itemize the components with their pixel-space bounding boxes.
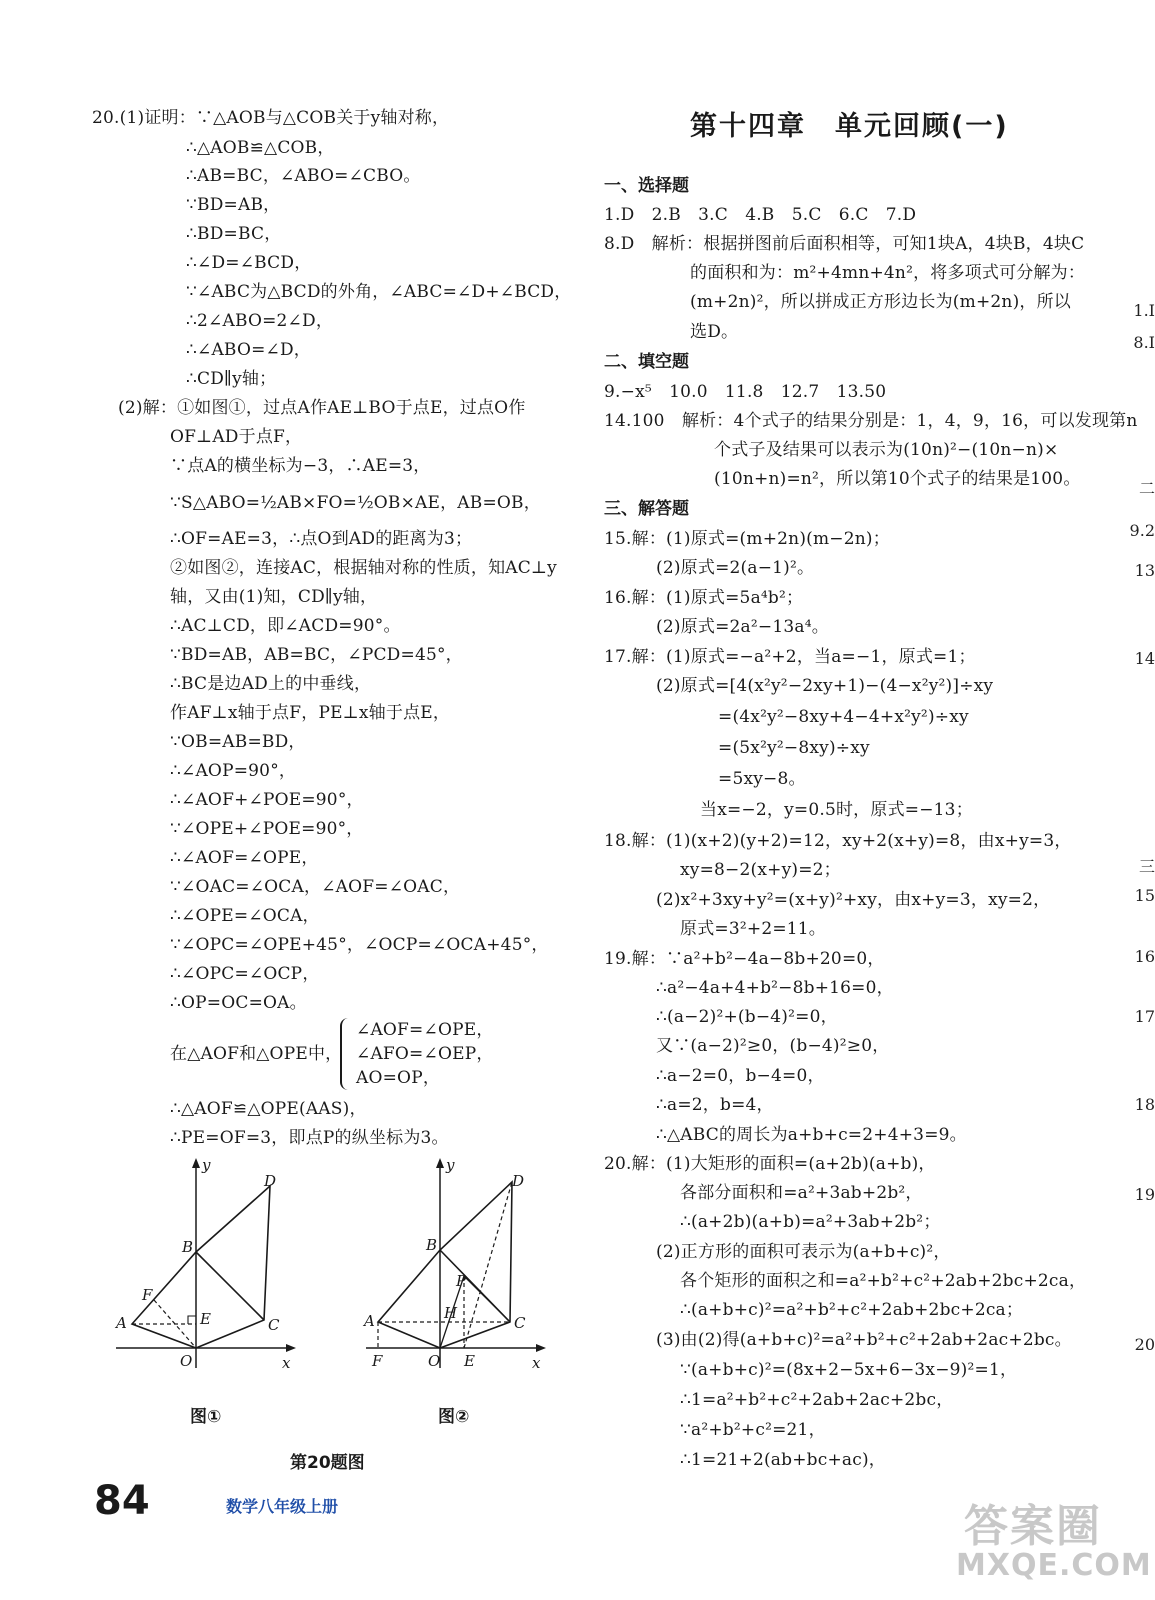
answer-line: (2)原式=2a²−13a⁴。 xyxy=(656,617,829,637)
answer-line: 8.D 解析：根据拼图前后面积相等，可知1块A，4块B，4块C xyxy=(604,234,1085,254)
chapter-title: 第十四章 单元回顾(一) xyxy=(690,111,1009,142)
answer-line: ∴∠AOF=∠OPE， xyxy=(170,848,319,868)
answer-line: (3)由(2)得(a+b+c)²=a²+b²+c²+2ab+2ac+2bc。 xyxy=(656,1330,1072,1350)
answer-line: ∴BD=BC， xyxy=(186,224,282,244)
fig2-point-h: H xyxy=(444,1304,458,1322)
answer-line: ∵OB=AB=BD， xyxy=(170,732,306,752)
answer-line: 的面积和为：m²+4mn+4n²，将多项式可分解为： xyxy=(690,263,1086,283)
answer-line: 18.解：(1)(x+2)(y+2)=12，xy+2(x+y)=8，由x+y=3， xyxy=(604,831,1072,851)
watermark-text: 答案圈 xyxy=(964,1501,1102,1552)
answer-line: ∴△AOB≌△COB， xyxy=(186,138,335,158)
fig1-x-label: x xyxy=(282,1354,291,1372)
system-line: ∠AOF=∠OPE， xyxy=(356,1020,494,1040)
answer-line: ∴a−2=0，b−4=0， xyxy=(656,1066,825,1086)
answer-line: 个式子及结果可以表示为(10n)²−(10n−n)× xyxy=(714,440,1059,460)
answer-line: ∴∠ABO=∠D， xyxy=(186,340,312,360)
answer-line: ∴AC⊥CD，即∠ACD=90°。 xyxy=(170,616,401,636)
answer-line: ∵∠OPC=∠OPE+45°，∠OCP=∠OCA+45°， xyxy=(170,935,549,955)
answer-line: xy=8−2(x+y)=2； xyxy=(680,860,841,880)
edge-text: 16 xyxy=(1134,947,1155,966)
answer-line: ∵BD=AB，AB=BC，∠PCD=45°， xyxy=(170,645,463,665)
answer-line: ∴∠OPE=∠OCA， xyxy=(170,906,320,926)
edge-text: 19 xyxy=(1134,1185,1155,1204)
answer-line: (10n+n)=n²，所以第10个式子的结果是100。 xyxy=(714,469,1081,489)
answer-line: 15.解：(1)原式=(m+2n)(m−2n)； xyxy=(604,529,890,549)
answer-line: ∴(a+b+c)²=a²+b²+c²+2ab+2bc+2ca； xyxy=(680,1300,1024,1320)
answer-line: 20.(1)证明：∵△AOB与△COB关于y轴对称， xyxy=(92,108,450,128)
answer-line: ∴CD∥y轴； xyxy=(186,369,277,389)
answer-line: 14.100 解析：4个式子的结果分别是：1，4，9，16，可以发现第n xyxy=(604,411,1138,431)
edge-text: 13 xyxy=(1134,561,1155,580)
figure-2-caption: 图② xyxy=(438,1407,470,1427)
answer-line: 轴，又由(1)知，CD∥y轴， xyxy=(170,587,378,607)
answer-line: (2)原式=[4(x²y²−2xy+1)−(4−x²y²)]÷xy xyxy=(656,676,994,696)
answer-line: ∴OP=OC=OA。 xyxy=(170,993,307,1013)
answer-line: 选D。 xyxy=(690,322,739,342)
answer-line: ∴∠D=∠BCD， xyxy=(186,253,312,273)
fig2-point-a: A xyxy=(364,1312,375,1330)
section-heading: 三、解答题 xyxy=(604,499,689,519)
answer-line: ∴△AOF≌△OPE(AAS)， xyxy=(170,1099,367,1119)
answer-line: ∵∠ABC为△BCD的外角，∠ABC=∠D+∠BCD， xyxy=(186,282,572,302)
fig2-x-label: x xyxy=(532,1354,541,1372)
answer-line: ∴∠OPC=∠OCP， xyxy=(170,964,320,984)
answer-line: ∴△ABC的周长为a+b+c=2+4+3=9。 xyxy=(656,1125,967,1145)
answer-line: (2)解：①如图①，过点A作AE⊥BO于点E，过点O作 xyxy=(118,398,526,418)
answer-line: 作AF⊥x轴于点F，PE⊥x轴于点E， xyxy=(170,703,451,723)
figure-1-caption: 图① xyxy=(190,1407,222,1427)
answer-line: ②如图②，连接AC，根据轴对称的性质，知AC⊥y xyxy=(170,558,557,578)
system-line: ∠AFO=∠OEP， xyxy=(356,1044,494,1064)
fig2-point-o: O xyxy=(428,1352,441,1370)
answer-line: 19.解：∵a²+b²−4a−8b+20=0， xyxy=(604,949,885,969)
fig2-point-f: F xyxy=(372,1352,383,1370)
edge-text: 20 xyxy=(1134,1335,1155,1354)
answer-line: ∵S△ABO=½AB×FO=½OB×AE，AB=OB， xyxy=(170,493,541,513)
answer-line: ∴AB=BC，∠ABO=∠CBO。 xyxy=(186,166,421,186)
answer-line: ∴a²−4a+4+b²−8b+16=0， xyxy=(656,978,894,998)
answer-line: ∴∠AOF+∠POE=90°， xyxy=(170,790,364,810)
fig1-point-c: C xyxy=(268,1316,280,1334)
answer-line: ∴a=2，b=4， xyxy=(656,1095,774,1115)
answer-line: 各个矩形的面积之和=a²+b²+c²+2ab+2bc+2ca， xyxy=(680,1271,1087,1291)
fig2-point-d: D xyxy=(512,1172,525,1190)
answer-line: ∴1=a²+b²+c²+2ab+2ac+2bc， xyxy=(680,1390,954,1410)
answer-line: 20.解：(1)大矩形的面积=(a+2b)(a+b)， xyxy=(604,1154,936,1174)
figures-caption: 第20题图 xyxy=(290,1453,365,1473)
answer-line: ∴(a−2)²+(b−4)²=0， xyxy=(656,1007,838,1027)
answer-line: (m+2n)²，所以拼成正方形边长为(m+2n)，所以 xyxy=(690,292,1072,312)
edge-text: 二 xyxy=(1138,479,1155,498)
fig1-point-b: B xyxy=(182,1238,194,1256)
figure-1 xyxy=(110,1156,300,1376)
answer-line: ∴(a+2b)(a+b)=a²+3ab+2b²； xyxy=(680,1212,941,1232)
answer-line: 当x=−2，y=0.5时，原式=−13； xyxy=(700,800,973,820)
fig2-y-label: y xyxy=(446,1156,455,1174)
figure-2 xyxy=(360,1156,550,1376)
answer-line: =5xy−8。 xyxy=(718,769,806,789)
answer-line: ∴∠AOP=90°， xyxy=(170,761,297,781)
watermark-url: MXQE.COM xyxy=(956,1548,1152,1583)
answer-line: ∵BD=AB， xyxy=(186,195,281,215)
answer-line: OF⊥AD于点F， xyxy=(170,427,303,447)
answer-line: =(5x²y²−8xy)÷xy xyxy=(718,738,870,758)
answer-line: 17.解：(1)原式=−a²+2，当a=−1，原式=1； xyxy=(604,647,976,667)
edge-text: 15 xyxy=(1134,886,1155,905)
section-heading: 一、选择题 xyxy=(604,176,689,196)
watermark xyxy=(956,1490,1152,1590)
answer-line: 各部分面积和=a²+3ab+2b²， xyxy=(680,1183,923,1203)
answer-line: 1.D 2.B 3.C 4.B 5.C 6.C 7.D xyxy=(604,205,917,225)
fig1-point-f: F xyxy=(142,1286,153,1304)
fig1-point-o: O xyxy=(180,1352,193,1370)
system-line: AO=OP， xyxy=(356,1068,441,1088)
answer-line: 16.解：(1)原式=5a⁴b²； xyxy=(604,588,804,608)
answer-line: ∵∠OPE+∠POE=90°， xyxy=(170,819,364,839)
edge-text: 9.2 xyxy=(1129,521,1155,540)
answer-line: ∴OF=AE=3，∴点O到AD的距离为3； xyxy=(170,529,473,549)
fig2-point-c: C xyxy=(514,1314,526,1332)
edge-text: 17 xyxy=(1134,1007,1155,1026)
answer-line: (2)原式=2(a−1)²。 xyxy=(656,558,815,578)
answer-line: ∵∠OAC=∠OCA，∠AOF=∠OAC， xyxy=(170,877,461,897)
answer-line: ∵(a+b+c)²=(8x+2−5x+6−3x−9)²=1， xyxy=(680,1360,1018,1380)
section-heading: 二、填空题 xyxy=(604,352,689,372)
fig2-point-b: B xyxy=(426,1236,438,1254)
answer-line: (2)x²+3xy+y²=(x+y)²+xy，由x+y=3，xy=2， xyxy=(656,890,1051,910)
edge-text: 三 xyxy=(1138,857,1155,876)
edge-text: 8.I xyxy=(1133,333,1155,352)
fig1-point-a: A xyxy=(116,1314,127,1332)
answer-line: (2)正方形的面积可表示为(a+b+c)²， xyxy=(656,1242,951,1262)
fig1-point-e: E xyxy=(200,1310,211,1328)
edge-text: 1.I xyxy=(1133,301,1155,320)
system-brace xyxy=(340,1018,352,1090)
answer-line: ∴PE=OF=3，即点P的纵坐标为3。 xyxy=(170,1128,449,1148)
answer-line: 9.−x⁵ 10.0 11.8 12.7 13.50 xyxy=(604,382,887,402)
answer-line: =(4x²y²−8xy+4−4+x²y²)÷xy xyxy=(718,707,969,727)
answer-line: ∴1=21+2(ab+bc+ac)， xyxy=(680,1450,886,1470)
answer-line: 在△AOF和△OPE中， xyxy=(170,1044,343,1064)
fig1-point-d: D xyxy=(264,1172,277,1190)
edge-text: 14 xyxy=(1134,649,1155,668)
edge-text: 18 xyxy=(1134,1095,1155,1114)
book-title: 数学八年级上册 xyxy=(226,1497,339,1516)
answer-line: ∵点A的横坐标为−3，∴AE=3， xyxy=(170,456,431,476)
answer-line: 又∵(a−2)²≥0，(b−4)²≥0， xyxy=(656,1036,890,1056)
fig1-y-label: y xyxy=(202,1156,211,1174)
answer-line: 原式=3²+2=11。 xyxy=(680,919,827,939)
fig2-point-p: P xyxy=(456,1272,467,1290)
answer-line: ∴2∠ABO=2∠D， xyxy=(186,311,334,331)
answer-line: ∴BC是边AD上的中垂线， xyxy=(170,674,372,694)
answer-line: ∵a²+b²+c²=21， xyxy=(680,1420,826,1440)
page-number: 84 xyxy=(94,1478,150,1524)
fig2-point-e: E xyxy=(464,1352,475,1370)
